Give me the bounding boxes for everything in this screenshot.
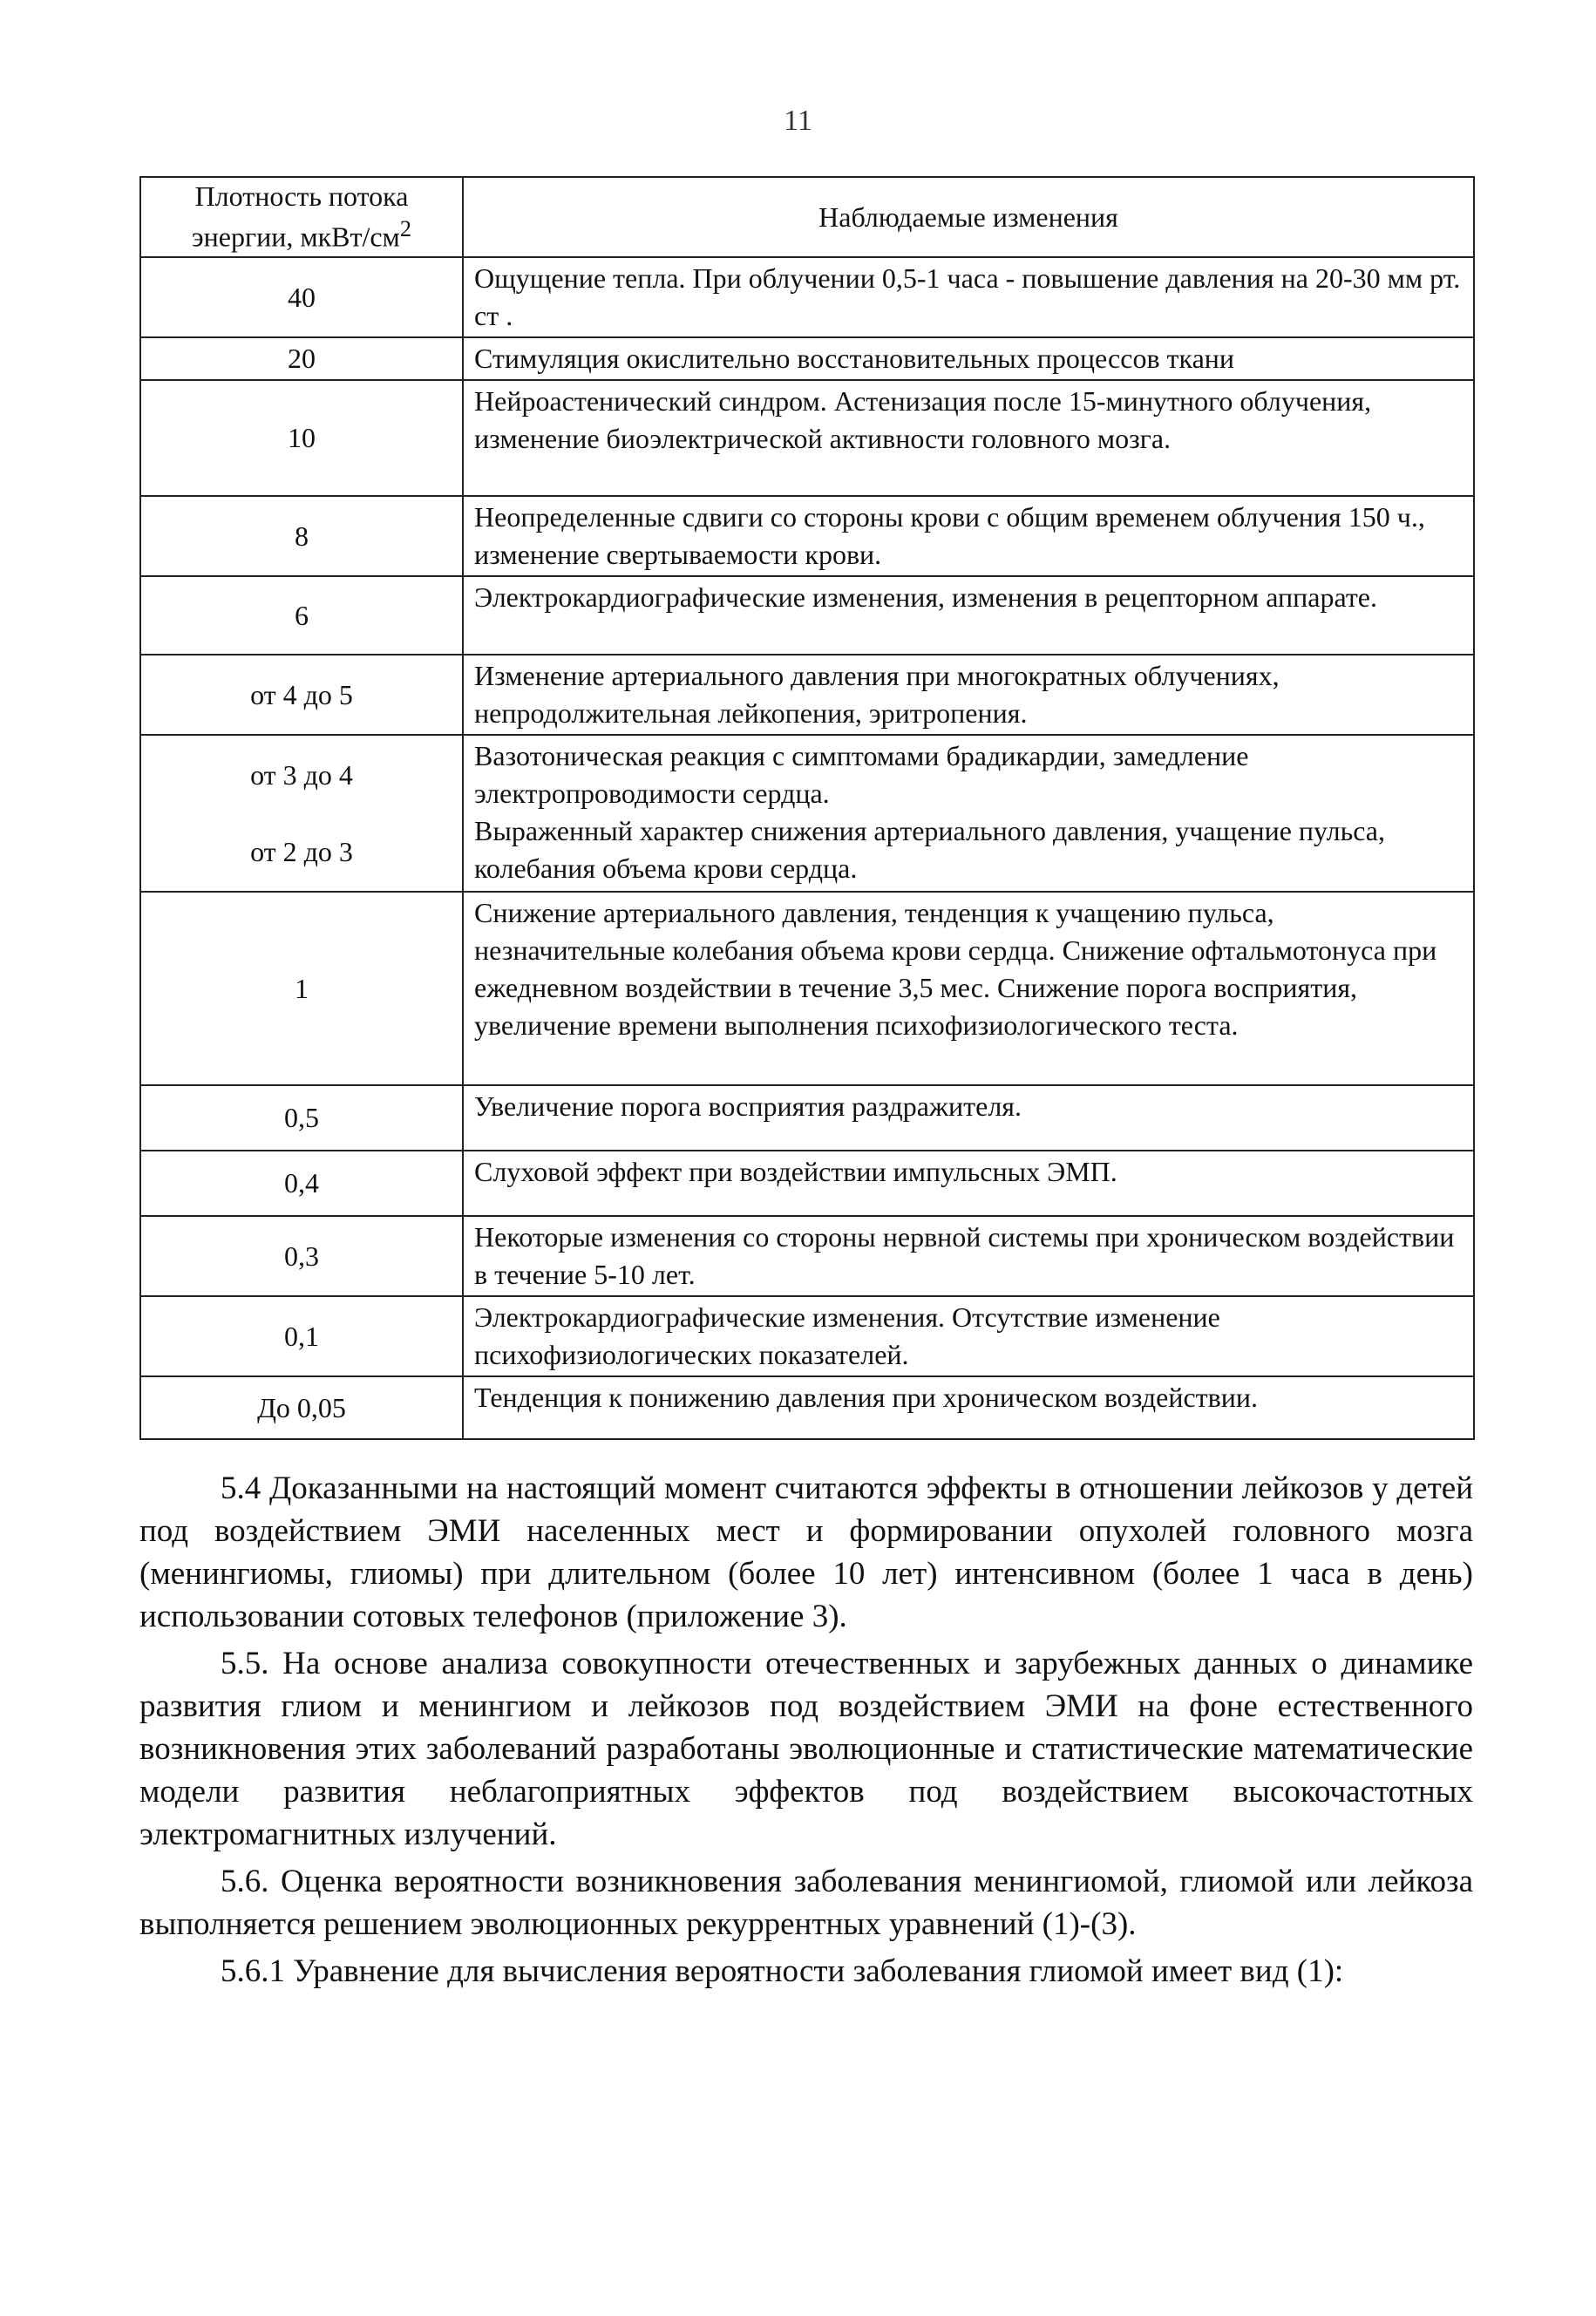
change-cell: Увеличение порога восприятия раздражителя. (463, 1085, 1474, 1151)
paragraph-5-6-1: 5.6.1 Уравнение для вычисления вероятности заболевания глиомой имеет вид (1): (221, 1953, 1344, 1989)
density-cell: 0,3 (140, 1216, 463, 1296)
density-cell: 6 (140, 576, 463, 655)
change-cell: Изменение артериального давления при многократных облучениях, непродолжительная лейкопения, эритропения. (463, 655, 1474, 735)
change-cell: Некоторые изменения со стороны нервной системы при хроническом воздействии в течение 5-10 лет. (463, 1216, 1474, 1296)
table-row (140, 1376, 1474, 1439)
effects-table (139, 176, 1475, 1440)
density-cell: 40 (140, 257, 463, 337)
density-cell: 0,1 (140, 1296, 463, 1376)
density-cell: 0,4 (140, 1151, 463, 1216)
table-row (140, 1085, 1474, 1151)
table-row (140, 496, 1474, 576)
table-row (140, 1216, 1474, 1296)
change-cell: Снижение артериального давления, тенденция к учащению пульса, незначительные колебания объема крови сердца. Снижение офтальмотонуса при ежедневном воздействии в течение 3,5 мес. Снижение порога восприятия, увеличение времени выполнения психофизиологического теста. (463, 892, 1474, 1085)
density-header-label: Плотность потока энергии, мкВт/см (191, 180, 409, 253)
density-cell: 10 (140, 380, 463, 496)
table-row (140, 735, 1474, 892)
change-cell: Ощущение тепла. При облучении 0,5-1 часа - повышение давления на 20-30 мм рт. ст . (463, 257, 1474, 337)
change-cell: Стимуляция окислительно восстановительных процессов ткани (463, 337, 1474, 380)
change-cell (463, 735, 1474, 892)
change-cell: Нейроастенический синдром. Астенизация после 15-минутного облучения, изменение биоэлектрической активности головного мозга. (463, 380, 1474, 496)
change-cell: Слуховой эффект при воздействии импульсных ЭМП. (463, 1151, 1474, 1216)
density-value: от 2 до 3 (250, 835, 353, 867)
table-row (140, 1296, 1474, 1376)
density-cell: 8 (140, 496, 463, 576)
density-cell (140, 735, 463, 892)
change-cell: Тенденция к понижению давления при хроническом воздействии. (463, 1376, 1474, 1439)
table-row (140, 257, 1474, 337)
paragraph-5-6: 5.6. Оценка вероятности возникновения заболевания менингиомой, глиомой или лейкоза выполняется решением эволюционных рекуррентных уравнений (1)-(3). (139, 1864, 1473, 1942)
page-number: 11 (784, 105, 812, 137)
paragraph-5-4: 5.4 Доказанными на настоящий момент считаются эффекты в отношении лейкозов у детей под воздействием ЭМИ населенных мест и формировании опухолей головного мозга (менингиомы, глиомы) при длительном (более 10 лет) интенсивном (более 1 часа в день) использовании сотовых телефонов (приложение 3). (139, 1470, 1473, 1634)
change-cell: Электрокардиографические изменения. Отсутствие изменение психофизиологических показателей. (463, 1296, 1474, 1376)
density-column-header (140, 177, 463, 257)
table-row (140, 337, 1474, 380)
density-header-superscript: 2 (399, 215, 412, 242)
table-row (140, 380, 1474, 496)
table-header-row (140, 177, 1474, 257)
body-text (139, 1467, 1473, 1997)
paragraph-5-5: 5.5. На основе анализа совокупности отечественных и зарубежных данных о динамике развития глиом и менингиом и лейкозов под воздействием ЭМИ на фоне естественного возникновения этих заболеваний разработаны эволюционные и статистические математические модели развития неблагоприятных эффектов под воздействием высокочастотных электромагнитных излучений. (139, 1646, 1473, 1852)
change-text: Вазотоническая реакция с симптомами брадикардии, замедление электропроводимости сердца. (474, 740, 1249, 809)
change-cell: Неопределенные сдвиги со стороны крови с общим временем облучения 150 ч., изменение свертываемости крови. (463, 496, 1474, 576)
density-cell: 1 (140, 892, 463, 1085)
table-row (140, 892, 1474, 1085)
table-row (140, 655, 1474, 735)
density-cell: 0,5 (140, 1085, 463, 1151)
changes-column-header: Наблюдаемые изменения (463, 177, 1474, 257)
density-cell: от 4 до 5 (140, 655, 463, 735)
change-cell: Электрокардиографические изменения, изменения в рецепторном аппарате. (463, 576, 1474, 655)
table-row (140, 1151, 1474, 1216)
change-text: Выраженный характер снижения артериального давления, учащение пульса, колебания объема крови сердца. (474, 815, 1385, 884)
table-row (140, 576, 1474, 655)
density-cell: До 0,05 (140, 1376, 463, 1439)
density-value: от 3 до 4 (250, 758, 353, 791)
density-cell: 20 (140, 337, 463, 380)
